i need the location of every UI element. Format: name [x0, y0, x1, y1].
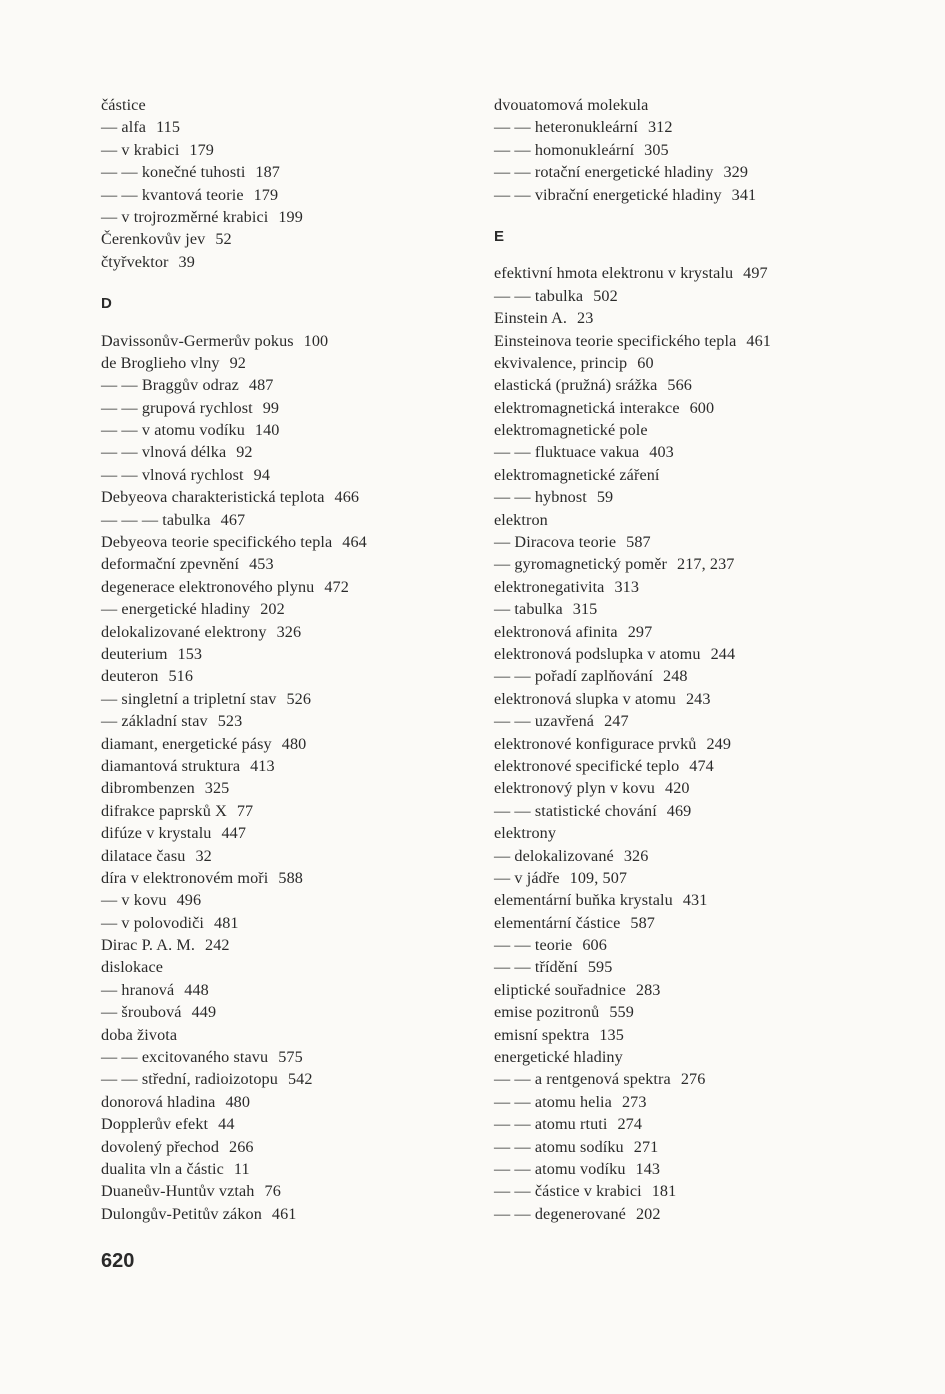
index-page-ref: 606 — [582, 936, 607, 955]
index-term: — — homonukleární — [494, 140, 635, 159]
index-entry — [494, 845, 894, 867]
index-entry — [494, 161, 894, 183]
index-entry — [101, 251, 471, 273]
index-entry — [494, 352, 894, 374]
index-entry — [494, 643, 894, 665]
index-term: — — vibrační energetické hladiny — [494, 185, 722, 204]
index-page-ref: 575 — [278, 1048, 303, 1067]
index-entry — [494, 1180, 894, 1202]
index-entry — [101, 1136, 471, 1158]
index-entry — [494, 1001, 894, 1023]
index-page-ref: 420 — [665, 779, 690, 798]
index-page-ref: 202 — [635, 1204, 661, 1223]
index-page-ref: 179 — [253, 185, 279, 204]
index-term: — — tabulka — [494, 286, 584, 305]
index-term: — — vlnová rychlost — [101, 465, 244, 484]
index-term: Einsteinova teorie specifického tepla — [494, 331, 737, 350]
index-page-ref: 448 — [184, 980, 209, 999]
index-page-ref: 59 — [596, 488, 614, 507]
index-entry — [494, 307, 894, 329]
index-term: de Broglieho vlny — [101, 353, 220, 372]
index-page-ref: 273 — [621, 1092, 647, 1111]
index-page-ref: 11 — [233, 1159, 250, 1178]
index-page-ref: 297 — [627, 622, 653, 641]
index-entry — [101, 352, 471, 374]
index-entry — [494, 464, 894, 486]
index-entry — [494, 934, 894, 956]
index-page-ref: 472 — [324, 577, 349, 596]
index-page-ref: 92 — [236, 443, 253, 462]
index-page-ref: 94 — [253, 465, 271, 484]
index-entry — [494, 665, 894, 687]
index-entry — [101, 1091, 471, 1113]
index-term: — Diracova teorie — [494, 533, 617, 552]
index-page-ref: 461 — [746, 331, 771, 350]
index-term: — v jádře — [494, 868, 560, 887]
index-page-ref: 274 — [617, 1115, 643, 1134]
index-entry — [101, 374, 471, 396]
index-entry — [494, 576, 894, 598]
index-term: — v polovodiči — [101, 913, 205, 932]
index-entry — [494, 486, 894, 508]
index-term: — v trojrozměrné krabici — [101, 207, 269, 226]
index-term: — — teorie — [494, 936, 573, 955]
index-term: degenerace elektronového plynu — [101, 577, 315, 596]
index-term: elastická (pružná) srážka — [494, 376, 658, 395]
index-page-ref: 559 — [609, 1003, 634, 1022]
index-term: dislokace — [101, 958, 164, 977]
index-entry — [101, 1158, 471, 1180]
index-term: difrakce paprsků X — [101, 801, 227, 820]
index-term: — — hybnost — [494, 488, 587, 507]
index-entry — [494, 867, 894, 889]
index-page-ref: 109, 507 — [569, 868, 628, 887]
index-term: — — pořadí zaplňování — [494, 667, 653, 686]
index-term: elektromagnetická interakce — [494, 398, 680, 417]
index-entry — [101, 934, 471, 956]
index-term: — — rotační energetické hladiny — [494, 163, 714, 182]
index-entry — [494, 397, 894, 419]
index-term: elementární buňka krystalu — [494, 891, 673, 910]
index-page-ref: 99 — [262, 398, 280, 417]
index-entry — [494, 262, 894, 284]
index-term: — — střední, radioizotopu — [101, 1070, 278, 1089]
index-entry — [101, 116, 471, 138]
index-entry — [101, 509, 471, 531]
index-entry — [494, 777, 894, 799]
index-entry — [494, 285, 894, 307]
index-term: díra v elektronovém moři — [101, 868, 269, 887]
page-number: 620 — [101, 1250, 135, 1272]
index-term: Debyeova charakteristická teplota — [101, 488, 325, 507]
index-term: — — konečné tuhosti — [101, 163, 246, 182]
index-term: Duaneův-Huntův vztah — [101, 1182, 255, 1201]
section-letter-heading: E — [494, 227, 505, 245]
index-term: dvouatomová molekula — [494, 96, 649, 114]
index-term: ekvivalence, princip — [494, 353, 628, 372]
index-entry — [494, 139, 894, 161]
index-page-ref: 247 — [604, 712, 629, 731]
index-entry — [494, 441, 894, 463]
index-page-ref: 566 — [667, 376, 692, 395]
index-page-ref: 588 — [278, 868, 303, 887]
index-term: — — kvantová teorie — [101, 185, 244, 204]
index-entry — [101, 845, 471, 867]
index-term: elektronová afinita — [494, 622, 618, 641]
index-page-ref: 271 — [633, 1137, 659, 1156]
index-term: elektromagnetické záření — [494, 465, 660, 484]
index-entry — [101, 553, 471, 575]
index-term: dilatace času — [101, 846, 186, 865]
index-page-ref: 32 — [195, 846, 212, 865]
index-page-ref: 242 — [205, 936, 230, 955]
index-term: elektronegativita — [494, 577, 605, 596]
index-page-ref: 449 — [191, 1003, 217, 1022]
index-page-ref: 326 — [623, 846, 649, 865]
index-term: — v kovu — [101, 891, 167, 910]
index-term: Einstein A. — [494, 309, 568, 328]
index-page-ref: 243 — [685, 689, 711, 708]
index-term: — — excitovaného stavu — [101, 1048, 269, 1067]
index-term: — šroubová — [101, 1003, 182, 1022]
index-entry — [101, 1001, 471, 1023]
index-entry — [494, 800, 894, 822]
index-term: — — atomu vodíku — [494, 1159, 626, 1178]
index-page-ref: 23 — [577, 309, 594, 328]
index-term: — — statistické chování — [494, 801, 657, 820]
index-page-ref: 516 — [168, 667, 194, 686]
index-term: elektronová slupka v atomu — [494, 689, 676, 708]
index-term: diamant, energetické pásy — [101, 734, 272, 753]
index-page-ref: 587 — [630, 913, 655, 932]
index-term: donorová hladina — [101, 1092, 216, 1111]
index-page-ref: 502 — [593, 286, 618, 305]
index-term: eliptické souřadnice — [494, 980, 626, 999]
right-index-column — [494, 94, 894, 1225]
index-entry — [494, 598, 894, 620]
index-page-ref: 587 — [626, 533, 651, 552]
index-page-ref: 466 — [334, 488, 360, 507]
index-entry — [101, 1024, 471, 1046]
index-entry — [101, 576, 471, 598]
index-page-ref: 115 — [156, 118, 181, 137]
index-page-ref: 413 — [250, 756, 275, 775]
index-term: dualita vln a částic — [101, 1159, 224, 1178]
index-term: emise pozitronů — [494, 1003, 600, 1022]
index-page-ref: 480 — [225, 1092, 251, 1111]
index-term: Čerenkovův jev — [101, 230, 206, 249]
index-entry — [494, 1024, 894, 1046]
index-entry — [101, 228, 471, 250]
index-term: Davissonův-Germerův pokus — [101, 331, 294, 350]
left-index-column — [101, 94, 471, 1225]
index-page-ref: 202 — [260, 600, 285, 619]
index-entry — [494, 822, 894, 844]
index-page-ref: 135 — [599, 1025, 624, 1044]
index-term: — — Braggův odraz — [101, 376, 239, 395]
index-entry — [101, 139, 471, 161]
index-term: elektronová podslupka v atomu — [494, 644, 701, 663]
index-page-ref: 283 — [635, 980, 661, 999]
index-entry — [101, 330, 471, 352]
index-entry — [494, 1091, 894, 1113]
index-page-ref: 526 — [286, 689, 312, 708]
index-term: deformační zpevnění — [101, 555, 240, 574]
index-page-ref: 143 — [635, 1159, 661, 1178]
index-entry — [101, 800, 471, 822]
index-entry — [494, 330, 894, 352]
index-entry — [494, 94, 894, 116]
index-page-ref: 469 — [666, 801, 692, 820]
index-entry — [494, 733, 894, 755]
index-entry — [101, 912, 471, 934]
index-entry — [101, 867, 471, 889]
index-term: — — atomu rtuti — [494, 1115, 608, 1134]
index-entry — [494, 688, 894, 710]
index-term: částice — [101, 96, 146, 114]
index-entry — [494, 621, 894, 643]
index-page-ref: 467 — [220, 510, 246, 529]
index-page-ref: 464 — [342, 533, 367, 552]
index-entry — [101, 441, 471, 463]
index-entry — [494, 1113, 894, 1135]
index-page-ref: 100 — [303, 331, 329, 350]
index-entry — [101, 419, 471, 441]
index-term: — energetické hladiny — [101, 600, 251, 619]
index-entry — [494, 1046, 894, 1068]
index-page-ref: 480 — [281, 734, 307, 753]
index-term: — — uzavřená — [494, 712, 595, 731]
index-entry — [494, 1136, 894, 1158]
index-page-ref: 140 — [254, 421, 280, 440]
index-page-ref: 447 — [221, 824, 247, 843]
index-page-ref: 326 — [276, 622, 302, 641]
index-term: — hranová — [101, 980, 175, 999]
index-term: Debyeova teorie specifického tepla — [101, 533, 333, 552]
index-page-ref: 266 — [229, 1137, 254, 1156]
index-page-ref: 312 — [647, 118, 673, 137]
index-page-ref: 453 — [249, 555, 274, 574]
index-page-ref: 153 — [177, 644, 203, 663]
index-entry — [101, 486, 471, 508]
index-page-ref: 77 — [236, 801, 254, 820]
index-page-ref: 600 — [689, 398, 715, 417]
index-entry — [494, 374, 894, 396]
index-page-ref: 313 — [614, 577, 640, 596]
index-term: emisní spektra — [494, 1025, 590, 1044]
index-term: elektromagnetické pole — [494, 421, 648, 440]
index-entry — [101, 889, 471, 911]
index-term: elektronové konfigurace prvků — [494, 734, 697, 753]
index-term: — — vlnová délka — [101, 443, 227, 462]
index-entry — [494, 956, 894, 978]
index-term: — — v atomu vodíku — [101, 421, 245, 440]
section-letter-heading: D — [101, 295, 113, 313]
index-page-ref: 431 — [682, 891, 708, 910]
index-entry — [101, 161, 471, 183]
index-term: energetické hladiny — [494, 1048, 623, 1067]
index-page-ref: 179 — [189, 140, 215, 159]
index-page-ref: 497 — [743, 264, 768, 283]
index-page-ref: 181 — [651, 1182, 677, 1201]
index-entry — [101, 1068, 471, 1090]
index-term: dibrombenzen — [101, 779, 195, 798]
index-page-ref: 595 — [587, 958, 613, 977]
index-term: — gyromagnetický poměr — [494, 555, 668, 574]
index-term: elementární částice — [494, 913, 621, 932]
index-page-ref: 329 — [723, 163, 749, 182]
index-term: elektrony — [494, 824, 557, 843]
index-term: — — atomu sodíku — [494, 1137, 624, 1156]
index-page-ref: 249 — [706, 734, 732, 753]
index-page-ref: 305 — [644, 140, 669, 159]
index-page-ref: 248 — [663, 667, 688, 686]
index-entry — [494, 889, 894, 911]
index-page-ref: 39 — [178, 252, 195, 271]
index-page-ref: 60 — [637, 353, 654, 372]
index-entry — [101, 665, 471, 687]
index-page-ref: 523 — [217, 712, 243, 731]
index-entry — [101, 1180, 471, 1202]
index-entry — [101, 822, 471, 844]
index-entry — [101, 1203, 471, 1225]
index-term: Dulongův-Petitův zákon — [101, 1204, 262, 1223]
index-entry — [494, 184, 894, 206]
index-term: diamantová struktura — [101, 756, 241, 775]
index-page-ref: 496 — [176, 891, 202, 910]
index-entry — [101, 397, 471, 419]
index-page-ref: 487 — [248, 376, 274, 395]
index-term: — základní stav — [101, 712, 208, 731]
index-page-ref: 481 — [214, 913, 239, 932]
index-entry — [494, 755, 894, 777]
index-entry — [101, 710, 471, 732]
index-page-ref: 52 — [215, 230, 232, 249]
index-term: elektronové specifické teplo — [494, 756, 680, 775]
index-page-ref: 542 — [287, 1070, 313, 1089]
index-term: delokalizované elektrony — [101, 622, 267, 641]
index-term: — delokalizované — [494, 846, 614, 865]
index-entry — [101, 621, 471, 643]
index-entry — [494, 531, 894, 553]
index-entry — [494, 419, 894, 441]
index-entry — [101, 688, 471, 710]
index-entry — [101, 184, 471, 206]
index-term: — — grupová rychlost — [101, 398, 253, 417]
index-term: — — a rentgenová spektra — [494, 1070, 671, 1089]
index-entry — [101, 777, 471, 799]
index-term: — — — tabulka — [101, 510, 211, 529]
index-term: elektron — [494, 510, 548, 529]
index-entry — [101, 531, 471, 553]
index-entry — [101, 643, 471, 665]
index-page-ref: 341 — [731, 185, 757, 204]
index-entry — [101, 733, 471, 755]
index-entry — [494, 509, 894, 531]
index-entry — [494, 979, 894, 1001]
index-term: — alfa — [101, 118, 147, 137]
index-entry — [101, 598, 471, 620]
index-page-ref: 403 — [649, 443, 674, 462]
index-entry — [494, 1203, 894, 1225]
index-term: Dirac P. A. M. — [101, 936, 196, 955]
index-term: difúze v krystalu — [101, 824, 212, 843]
index-term: dovolený přechod — [101, 1137, 220, 1156]
index-page-ref: 325 — [204, 779, 230, 798]
index-page-ref: 244 — [710, 644, 736, 663]
index-entry — [494, 553, 894, 575]
index-entry — [101, 206, 471, 228]
index-term: elektronový plyn v kovu — [494, 779, 656, 798]
index-term: efektivní hmota elektronu v krystalu — [494, 264, 734, 283]
index-page-ref: 76 — [264, 1182, 281, 1201]
index-term: — singletní a tripletní stav — [101, 689, 277, 708]
index-entry — [101, 979, 471, 1001]
index-term: — — atomu helia — [494, 1092, 612, 1111]
index-entry — [494, 116, 894, 138]
index-term: — — heteronukleární — [494, 118, 638, 137]
index-term: — v krabici — [101, 140, 180, 159]
index-entry — [494, 912, 894, 934]
index-page-ref: 187 — [255, 163, 281, 182]
index-page-ref: 217, 237 — [677, 555, 735, 574]
index-term: — — fluktuace vakua — [494, 443, 640, 462]
index-page-ref: 44 — [218, 1115, 235, 1134]
index-entry — [101, 94, 471, 116]
index-entry — [101, 755, 471, 777]
index-entry — [494, 1068, 894, 1090]
index-entry — [494, 710, 894, 732]
index-term: — — degenerované — [494, 1204, 626, 1223]
index-term: doba života — [101, 1025, 178, 1044]
index-page-ref: 92 — [229, 353, 246, 372]
index-term: — — třídění — [494, 958, 578, 977]
index-term: čtyřvektor — [101, 252, 169, 271]
index-term: — — částice v krabici — [494, 1182, 642, 1201]
index-page-ref: 276 — [680, 1070, 706, 1089]
index-entry — [101, 1046, 471, 1068]
index-term: deuteron — [101, 667, 159, 686]
index-page-ref: 461 — [271, 1204, 297, 1223]
index-entry — [101, 1113, 471, 1135]
index-term: — tabulka — [494, 600, 563, 619]
index-entry — [101, 464, 471, 486]
index-page-ref: 315 — [572, 600, 598, 619]
index-term: deuterium — [101, 644, 168, 663]
index-page-ref: 199 — [278, 207, 303, 226]
index-page-ref: 474 — [689, 756, 714, 775]
index-entry — [494, 1158, 894, 1180]
index-entry — [101, 956, 471, 978]
index-term: Dopplerův efekt — [101, 1115, 209, 1134]
